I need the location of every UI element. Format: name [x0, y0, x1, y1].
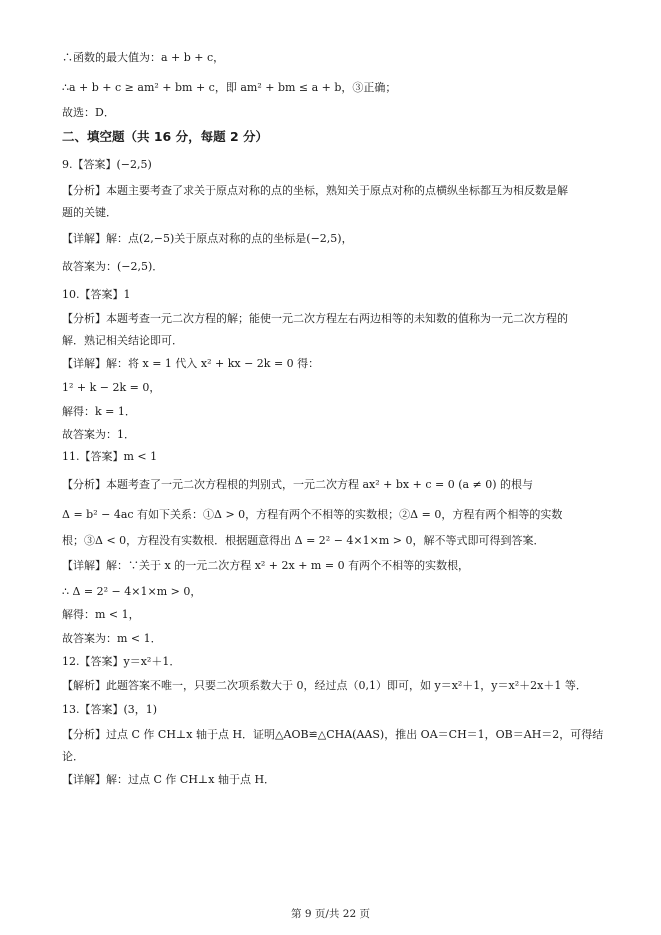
text-line: ∴a + b + c ≥ am² + bm + c，即 am² + bm ≤ a + b，③正确； [62, 81, 397, 94]
text-line: 根；③Δ < 0，方程没有实数根．根据题意得出 Δ = 2² − 4×1×m > 0，解不等式即可得到答案． [62, 534, 545, 547]
text-line: 11.【答案】m < 1 [62, 450, 158, 463]
text-line: 解得：k = 1． [62, 405, 136, 418]
text-line: 12.【答案】y＝x²＋1． [62, 655, 181, 668]
text-line: 【详解】解：∵关于 x 的一元二次方程 x² + 2x + m = 0 有两个不相等的实数根， [62, 559, 470, 572]
text-line: 故答案为：m < 1． [62, 632, 162, 645]
text-line: 【分析】过点 C 作 CH⊥x 轴于点 H．证明△AOB≌△CHA(AAS)，推出 OA＝CH＝1，OB＝AH＝2，可得结 [62, 728, 604, 741]
text-line: 9.【答案】(−2,5) [62, 158, 152, 171]
text-line: 13.【答案】(3，1) [62, 703, 158, 716]
text-line: Δ = b² − 4ac 有如下关系：①Δ > 0，方程有两个不相等的实数根；②Δ = 0，方程有两个相等的实数 [62, 508, 563, 521]
text-line: 【分析】本题主要考查了求关于原点对称的点的坐标，熟知关于原点对称的点横纵坐标都互为相反数是解 [62, 184, 568, 197]
text-line: 故答案为：(−2,5)． [62, 260, 164, 273]
text-line: 【分析】本题考查了一元二次方程根的判别式，一元二次方程 ax² + bx + c = 0 (a ≠ 0) 的根与 [62, 478, 534, 491]
text-line: 10.【答案】1 [62, 288, 131, 301]
text-line: ∴ Δ = 2² − 4×1×m > 0， [62, 585, 202, 598]
text-line: 1² + k − 2k = 0， [62, 381, 161, 394]
text-line: 【解析】此题答案不唯一，只要二次项系数大于 0，经过点（0,1）即可，如 y＝x²＋1，y＝x²＋2x＋1 等． [62, 679, 587, 692]
text-line: 解得：m < 1， [62, 608, 140, 621]
text-line: 【分析】本题考查一元二次方程的解；能使一元二次方程左右两边相等的未知数的值称为一元二次方程的 [62, 312, 568, 325]
text-line: 【详解】解：点(2,−5)关于原点对称的点的坐标是(−2,5)， [62, 232, 353, 245]
text-line: 故答案为：1． [62, 428, 135, 441]
text-line: 二、填空题（共 16 分，每题 2 分） [62, 129, 269, 144]
text-line: 解．熟记相关结论即可． [62, 334, 183, 347]
page-footer: 第 9 页/共 22 页 [291, 908, 370, 920]
text-line: 故选：D． [62, 106, 115, 119]
text-line: 【详解】解：过点 C 作 CH⊥x 轴于点 H． [62, 773, 276, 786]
text-line: 论． [62, 750, 84, 763]
text-line: 题的关键． [62, 206, 117, 219]
text-line: ∴函数的最大值为：a + b + c， [62, 51, 225, 64]
text-line: 【详解】解：将 x = 1 代入 x² + kx − 2k = 0 得： [62, 357, 320, 370]
